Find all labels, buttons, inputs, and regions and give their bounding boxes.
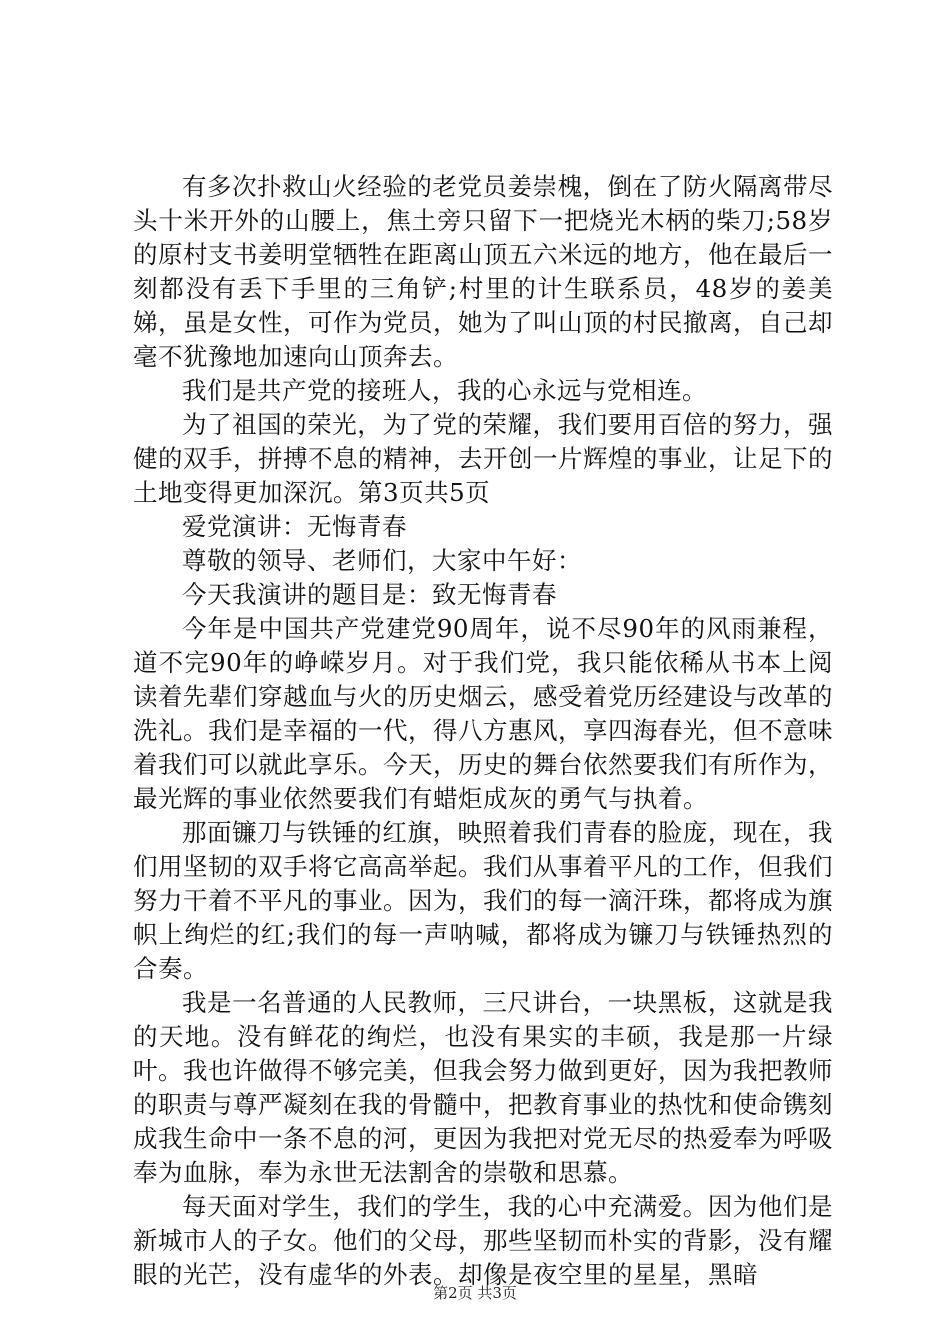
document-body (133, 170, 833, 1292)
paragraph: 我们是共产党的接班人，我的心永远与党相连。 (182, 376, 707, 405)
page-number-footer: 第2页 共3页 (433, 1284, 517, 1302)
paragraph: 每天面对学生，我们的学生，我的心中充满爱。因为他们是新城市人的子女。他们的父母，那些坚韧而朴实的背影，没有耀眼的光芒，没有虚华的外表。却像是夜空里的星星，黑暗 (133, 1192, 833, 1289)
salutation: 尊敬的领导、老师们，大家中午好： (182, 546, 582, 575)
paragraph: 那面镰刀与铁锤的红旗，映照着我们青春的脸庞，现在，我们用坚韧的双手将它高高举起。我们从事着平凡的工作，但我们努力干着不平凡的事业。因为，我们的每一滴汗珠，都将成为旗帜上绚烂的红;我们的每一声呐喊，都将成为镰刀与铁锤热烈的合奏。 (133, 818, 833, 983)
paragraph: 为了祖国的荣光，为了党的荣耀，我们要用百倍的努力，强健的双手，拼搏不息的精神，去开创一片辉煌的事业，让足下的土地变得更加深沉。第3页共5页 (133, 410, 833, 507)
paragraph: 有多次扑救山火经验的老党员姜崇槐，倒在了防火隔离带尽头十米开外的山腰上，焦土旁只留下一把烧光木柄的柴刀;58岁的原村支书姜明堂牺牲在距离山顶五六米远的地方，他在最后一刻都没有丢下手里的三角铲;村里的计生联系员，48岁的姜美娣，虽是女性，可作为党员，她为了叫山顶的村民撤离，自己却毫不犹豫地加速向山顶奔去。 (133, 172, 833, 371)
paragraph: 我是一名普通的人民教师，三尺讲台，一块黑板，这就是我的天地。没有鲜花的绚烂，也没有果实的丰硕，我是那一片绿叶。我也许做得不够完美，但我会努力做到更好，因为我把教师的职责与尊严凝刻在我的骨髓中，把教育事业的热忱和使命镌刻成我生命中一条不息的河，更因为我把对党无尽的热爱奉为呼吸奉为血脉，奉为永世无法割舍的崇敬和思慕。 (133, 988, 833, 1187)
speech-topic: 今天我演讲的题目是：致无悔青春 (182, 580, 557, 609)
paragraph: 今年是中国共产党建党90周年，说不尽90年的风雨兼程，道不完90年的峥嵘岁月。对于我们党，我只能依稀从书本上阅读着先辈们穿越血与火的历史烟云，感受着党历经建设与改革的洗礼。我们是幸福的一代，得八方惠风，享四海春光，但不意味着我们可以就此享乐。今天，历史的舞台依然要我们有所作为，最光辉的事业依然要我们有蜡炬成灰的勇气与执着。 (133, 614, 833, 813)
speech-title: 爱党演讲：无悔青春 (182, 512, 407, 541)
